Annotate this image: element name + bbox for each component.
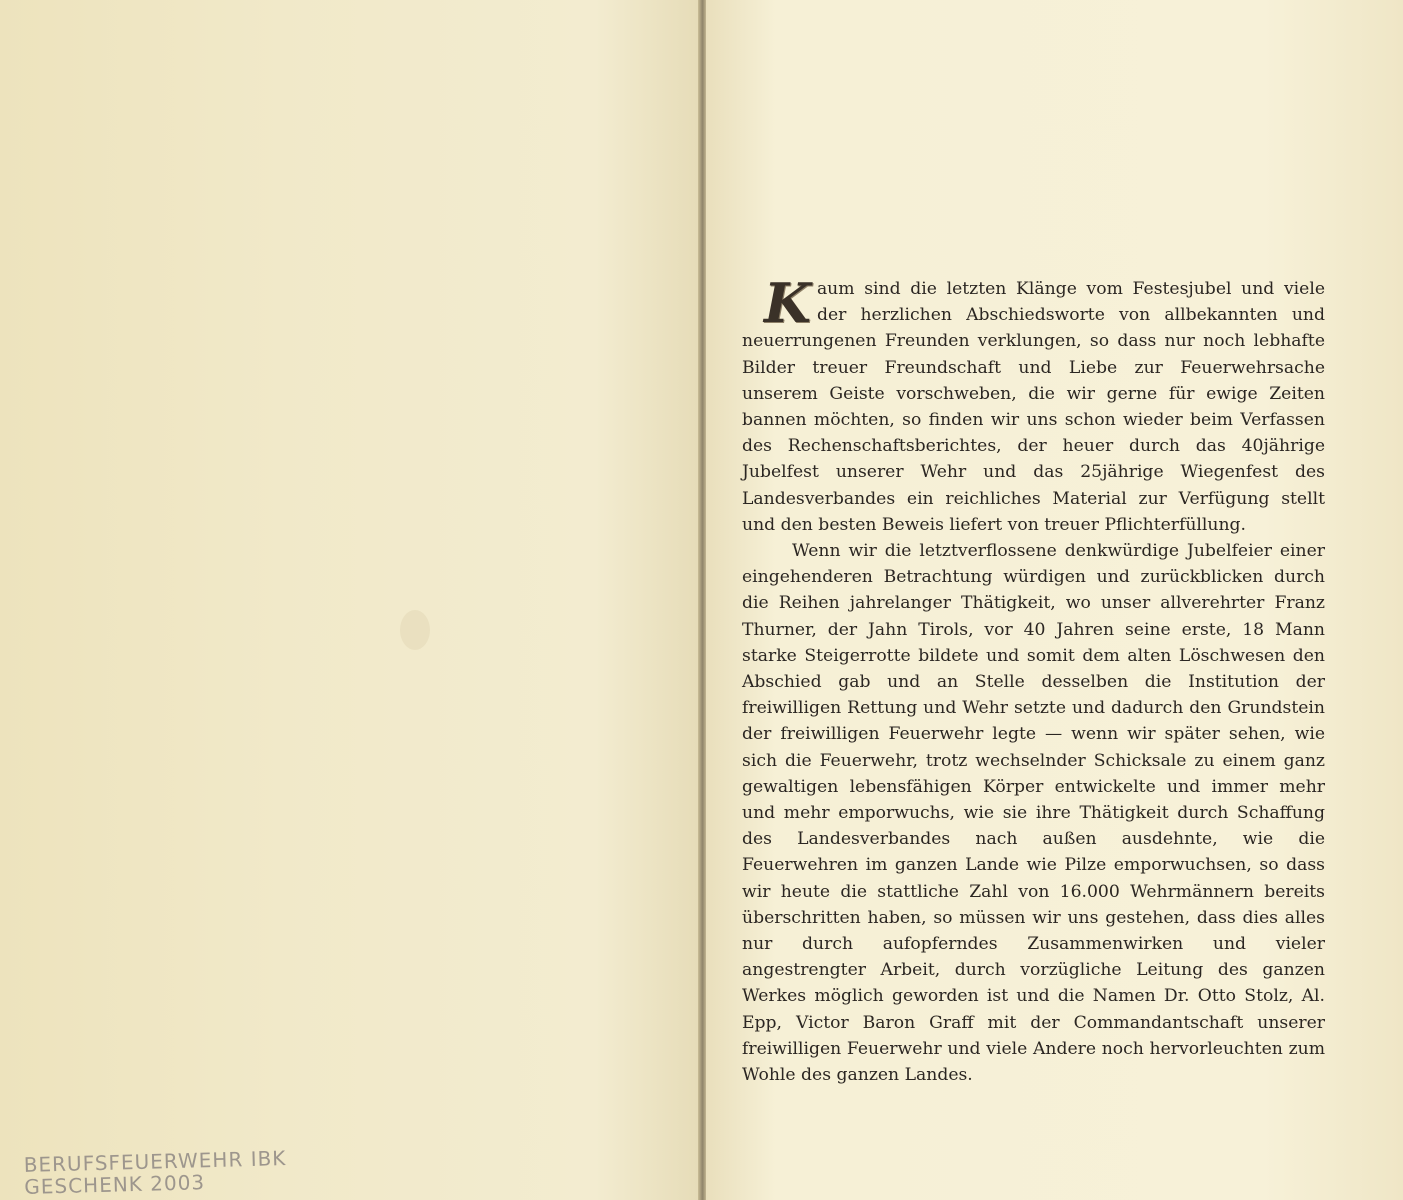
paragraph-1-text: aum sind die letzten Klänge vom Festesjubel und viele der herzlichen Abschiedsworte von allbekannten und neuerrungenen Freunden verklungen, so dass nur noch lebhafte Bilder treuer Freundschaft und Liebe zur Feuerwehrsache unserem Geiste vorschweben, die wir gerne für ewige Zeiten bannen möchten, so finden wir uns schon wieder beim Verfassen des Rechenschaftsberichtes, der heuer durch das 40jährige Jubelfest unserer Wehr und das 25jährige Wiegenfest des Landesverbandes ein reichliches Material zur Verfügung stellt und den besten Beweis liefert von treuer Pflichterfüllung. <box>742 279 1325 535</box>
pencil-inscription <box>23 1146 324 1198</box>
inscription-line-2: GESCHENK 2003 <box>24 1170 206 1199</box>
body-text <box>742 271 1325 1088</box>
paragraph-2: Wenn wir die letztverflossene denkwürdige Jubelfeier einer eingehenderen Betrachtung würdigen und zurückblicken durch die Reihen jahrelanger Thätigkeit, wo unser allverehrter Franz Thurner, der Jahn Tirols, vor 40 Jahren seine erste, 18 Mann starke Steigerrotte bildete und somit dem alten Löschwesen den Abschied gab und an Stelle desselben die Institution der freiwilligen Rettung und Wehr setzte und dadurch den Grundstein der freiwilligen Feuerwehr legte — wenn wir später sehen, wie sich die Feuerwehr, trotz wechselnder Schicksale zu einem ganz gewaltigen lebensfähigen Körper entwickelte und immer mehr und mehr emporwuchs, wie sie ihre Thätigkeit durch Schaffung des Landesverbandes nach außen ausdehnte, wie die Feuerwehren im ganzen Lande wie Pilze emporwuchsen, so dass wir heute die stattliche Zahl von 16.000 Wehrmännern bereits überschritten haben, so müssen wir uns gestehen, dass dies alles nur durch aufopferndes Zusammenwirken und vieler angestrengter Arbeit, durch vorzügliche Leitung des ganzen Werkes möglich geworden ist und die Namen Dr. Otto Stolz, Al. Epp, Victor Baron Graff mit der Commandantschaft unserer freiwilligen Feuerwehr und viele Andere noch hervorleuchten zum Wohle des ganzen Landes. <box>742 541 1325 1086</box>
paragraph-1 <box>742 271 1325 538</box>
inscription-line-1: BERUFSFEUERWEHR IBK <box>23 1146 287 1177</box>
paper-stain <box>400 610 430 650</box>
drop-cap: K <box>764 271 811 335</box>
left-page <box>0 0 700 1200</box>
